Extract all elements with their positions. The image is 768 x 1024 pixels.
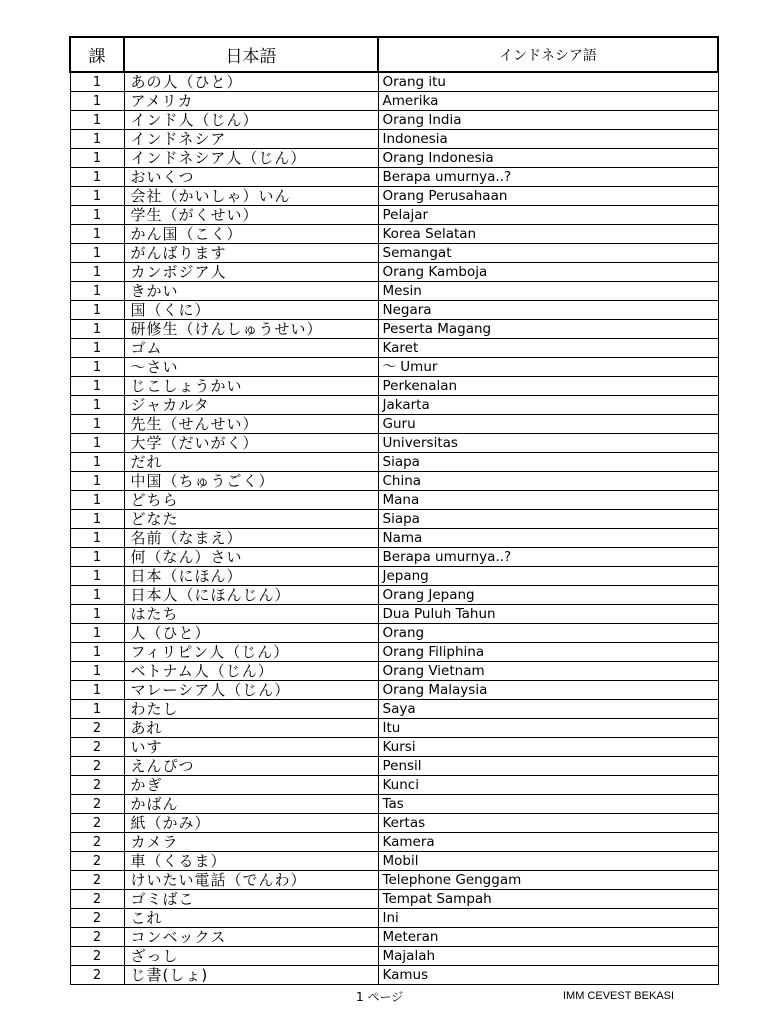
indonesian-cell: Korea Selatan <box>378 225 718 244</box>
lesson-cell: 1 <box>70 624 124 643</box>
lesson-cell: 2 <box>70 738 124 757</box>
table-row <box>70 890 718 909</box>
japanese-cell: フィリピン人（じん） <box>124 643 378 662</box>
indonesian-cell: Dua Puluh Tahun <box>378 605 718 624</box>
lesson-cell: 1 <box>70 605 124 624</box>
japanese-cell: インドネシア <box>124 130 378 149</box>
japanese-cell: マレーシア人（じん） <box>124 681 378 700</box>
lesson-cell: 2 <box>70 719 124 738</box>
table-row <box>70 567 718 586</box>
japanese-cell: あれ <box>124 719 378 738</box>
indonesian-cell: Nama <box>378 529 718 548</box>
lesson-cell: 1 <box>70 586 124 605</box>
table-row <box>70 871 718 890</box>
lesson-cell: 1 <box>70 548 124 567</box>
lesson-cell: 2 <box>70 871 124 890</box>
lesson-cell: 1 <box>70 72 124 92</box>
indonesian-cell: Mesin <box>378 282 718 301</box>
table-body <box>70 72 718 985</box>
japanese-cell: 日本（にほん） <box>124 567 378 586</box>
japanese-cell: じ書(しょ) <box>124 966 378 985</box>
indonesian-cell: Peserta Magang <box>378 320 718 339</box>
japanese-cell: 中国（ちゅうごく） <box>124 472 378 491</box>
indonesian-cell: Perkenalan <box>378 377 718 396</box>
table-row <box>70 187 718 206</box>
table-row <box>70 909 718 928</box>
indonesian-cell: Orang Indonesia <box>378 149 718 168</box>
lesson-cell: 1 <box>70 358 124 377</box>
japanese-cell: ゴミばこ <box>124 890 378 909</box>
indonesian-cell: Orang Malaysia <box>378 681 718 700</box>
indonesian-cell: Siapa <box>378 510 718 529</box>
indonesian-cell: Orang itu <box>378 72 718 92</box>
indonesian-cell: Tas <box>378 795 718 814</box>
indonesian-cell: Mobil <box>378 852 718 871</box>
table-row <box>70 149 718 168</box>
footer-organization: IMM CEVEST BEKASI <box>563 990 675 1002</box>
japanese-cell: わたし <box>124 700 378 719</box>
indonesian-cell: Pensil <box>378 757 718 776</box>
lesson-cell: 1 <box>70 244 124 263</box>
indonesian-cell: Berapa umurnya..? <box>378 168 718 187</box>
japanese-cell: きかい <box>124 282 378 301</box>
lesson-cell: 1 <box>70 130 124 149</box>
table-row <box>70 415 718 434</box>
lesson-cell: 1 <box>70 377 124 396</box>
lesson-cell: 1 <box>70 225 124 244</box>
lesson-cell: 1 <box>70 187 124 206</box>
japanese-cell: じこしょうかい <box>124 377 378 396</box>
page-number: 1 ページ <box>356 990 404 1004</box>
table-row <box>70 92 718 111</box>
table-row <box>70 700 718 719</box>
lesson-cell: 1 <box>70 111 124 130</box>
japanese-cell: 研修生（けんしゅうせい） <box>124 320 378 339</box>
table-row <box>70 244 718 263</box>
header-lesson: 課 <box>70 37 124 72</box>
indonesian-cell: Berapa umurnya..? <box>378 548 718 567</box>
lesson-cell: 1 <box>70 149 124 168</box>
lesson-cell: 1 <box>70 567 124 586</box>
lesson-cell: 1 <box>70 396 124 415</box>
indonesian-cell: Kamus <box>378 966 718 985</box>
table-row <box>70 72 718 92</box>
table-row <box>70 339 718 358</box>
table-row <box>70 966 718 985</box>
table-row <box>70 852 718 871</box>
indonesian-cell: Orang <box>378 624 718 643</box>
indonesian-cell: Kursi <box>378 738 718 757</box>
table-row <box>70 643 718 662</box>
japanese-cell: 会社（かいしゃ）いん <box>124 187 378 206</box>
table-row <box>70 491 718 510</box>
japanese-cell: 人（ひと） <box>124 624 378 643</box>
table-header <box>70 37 718 72</box>
japanese-cell: 大学（だいがく） <box>124 434 378 453</box>
japanese-cell: 車（くるま） <box>124 852 378 871</box>
japanese-cell: 紙（かみ） <box>124 814 378 833</box>
japanese-cell: 先生（せんせい） <box>124 415 378 434</box>
table-row <box>70 453 718 472</box>
indonesian-cell: Majalah <box>378 947 718 966</box>
indonesian-cell: Orang Kamboja <box>378 263 718 282</box>
lesson-cell: 2 <box>70 966 124 985</box>
japanese-cell: 名前（なまえ） <box>124 529 378 548</box>
japanese-cell: だれ <box>124 453 378 472</box>
indonesian-cell: Orang Filiphina <box>378 643 718 662</box>
lesson-cell: 1 <box>70 434 124 453</box>
indonesian-cell: Amerika <box>378 92 718 111</box>
japanese-cell: 何（なん）さい <box>124 548 378 567</box>
table-row <box>70 263 718 282</box>
indonesian-cell: Orang Jepang <box>378 586 718 605</box>
table-row <box>70 719 718 738</box>
indonesian-cell: Telephone Genggam <box>378 871 718 890</box>
lesson-cell: 2 <box>70 814 124 833</box>
table-row <box>70 757 718 776</box>
lesson-cell: 1 <box>70 472 124 491</box>
japanese-cell: ゴム <box>124 339 378 358</box>
japanese-cell: これ <box>124 909 378 928</box>
table-row <box>70 738 718 757</box>
japanese-cell: かん国（こく） <box>124 225 378 244</box>
indonesian-cell: Guru <box>378 415 718 434</box>
japanese-cell: どちら <box>124 491 378 510</box>
lesson-cell: 1 <box>70 320 124 339</box>
indonesian-cell: Tempat Sampah <box>378 890 718 909</box>
indonesian-cell: Kamera <box>378 833 718 852</box>
header-row <box>70 37 718 72</box>
japanese-cell: ざっし <box>124 947 378 966</box>
japanese-cell: 学生（がくせい） <box>124 206 378 225</box>
japanese-cell: インド人（じん） <box>124 111 378 130</box>
table-row <box>70 529 718 548</box>
table-row <box>70 833 718 852</box>
table-row <box>70 225 718 244</box>
lesson-cell: 1 <box>70 529 124 548</box>
table-row <box>70 358 718 377</box>
lesson-cell: 2 <box>70 795 124 814</box>
table-row <box>70 681 718 700</box>
table-row <box>70 377 718 396</box>
lesson-cell: 1 <box>70 339 124 358</box>
table-row <box>70 928 718 947</box>
table-row <box>70 206 718 225</box>
lesson-cell: 1 <box>70 643 124 662</box>
table-row <box>70 947 718 966</box>
lesson-cell: 2 <box>70 776 124 795</box>
japanese-cell: おいくつ <box>124 168 378 187</box>
indonesian-cell: Semangat <box>378 244 718 263</box>
lesson-cell: 2 <box>70 928 124 947</box>
japanese-cell: 国（くに） <box>124 301 378 320</box>
header-japanese: 日本語 <box>124 37 378 72</box>
indonesian-cell: Itu <box>378 719 718 738</box>
table-row <box>70 814 718 833</box>
indonesian-cell: Ini <box>378 909 718 928</box>
indonesian-cell: 〜 Umur <box>378 358 718 377</box>
indonesian-cell: Mana <box>378 491 718 510</box>
indonesian-cell: Jakarta <box>378 396 718 415</box>
lesson-cell: 1 <box>70 681 124 700</box>
table-row <box>70 111 718 130</box>
japanese-cell: アメリカ <box>124 92 378 111</box>
japanese-cell: かぎ <box>124 776 378 795</box>
lesson-cell: 1 <box>70 453 124 472</box>
lesson-cell: 1 <box>70 282 124 301</box>
japanese-cell: 日本人（にほんじん） <box>124 586 378 605</box>
japanese-cell: コンベックス <box>124 928 378 947</box>
table-row <box>70 605 718 624</box>
japanese-cell: ジャカルタ <box>124 396 378 415</box>
table-row <box>70 282 718 301</box>
table-row <box>70 586 718 605</box>
lesson-cell: 1 <box>70 662 124 681</box>
indonesian-cell: Orang India <box>378 111 718 130</box>
japanese-cell: がんばります <box>124 244 378 263</box>
lesson-cell: 1 <box>70 491 124 510</box>
japanese-cell: けいたい電話（でんわ） <box>124 871 378 890</box>
lesson-cell: 2 <box>70 890 124 909</box>
table-row <box>70 472 718 491</box>
table-row <box>70 168 718 187</box>
indonesian-cell: Kunci <box>378 776 718 795</box>
indonesian-cell: Karet <box>378 339 718 358</box>
indonesian-cell: Kertas <box>378 814 718 833</box>
lesson-cell: 2 <box>70 833 124 852</box>
japanese-cell: どなた <box>124 510 378 529</box>
indonesian-cell: Indonesia <box>378 130 718 149</box>
indonesian-cell: Saya <box>378 700 718 719</box>
japanese-cell: はたち <box>124 605 378 624</box>
lesson-cell: 1 <box>70 415 124 434</box>
indonesian-cell: Negara <box>378 301 718 320</box>
table-row <box>70 795 718 814</box>
indonesian-cell: Universitas <box>378 434 718 453</box>
lesson-cell: 1 <box>70 301 124 320</box>
table-row <box>70 434 718 453</box>
lesson-cell: 2 <box>70 757 124 776</box>
japanese-cell: カンボジア人 <box>124 263 378 282</box>
japanese-cell: いす <box>124 738 378 757</box>
table-row <box>70 130 718 149</box>
japanese-cell: インドネシア人（じん） <box>124 149 378 168</box>
indonesian-cell: Meteran <box>378 928 718 947</box>
japanese-cell: えんぴつ <box>124 757 378 776</box>
indonesian-cell: Orang Vietnam <box>378 662 718 681</box>
japanese-cell: カメラ <box>124 833 378 852</box>
lesson-cell: 1 <box>70 92 124 111</box>
table-row <box>70 548 718 567</box>
lesson-cell: 1 <box>70 700 124 719</box>
table-row <box>70 320 718 339</box>
lesson-cell: 1 <box>70 168 124 187</box>
vocabulary-table <box>69 36 719 985</box>
indonesian-cell: China <box>378 472 718 491</box>
table-row <box>70 662 718 681</box>
lesson-cell: 2 <box>70 909 124 928</box>
lesson-cell: 1 <box>70 510 124 529</box>
header-indonesian: インドネシア語 <box>378 37 718 72</box>
indonesian-cell: Siapa <box>378 453 718 472</box>
indonesian-cell: Pelajar <box>378 206 718 225</box>
table-row <box>70 301 718 320</box>
lesson-cell: 1 <box>70 263 124 282</box>
lesson-cell: 2 <box>70 852 124 871</box>
indonesian-cell: Orang Perusahaan <box>378 187 718 206</box>
table-row <box>70 624 718 643</box>
japanese-cell: かばん <box>124 795 378 814</box>
lesson-cell: 1 <box>70 206 124 225</box>
table-row <box>70 396 718 415</box>
japanese-cell: あの人（ひと） <box>124 72 378 92</box>
japanese-cell: ベトナム人（じん） <box>124 662 378 681</box>
indonesian-cell: Jepang <box>378 567 718 586</box>
table-row <box>70 510 718 529</box>
lesson-cell: 2 <box>70 947 124 966</box>
japanese-cell: 〜さい <box>124 358 378 377</box>
table-row <box>70 776 718 795</box>
